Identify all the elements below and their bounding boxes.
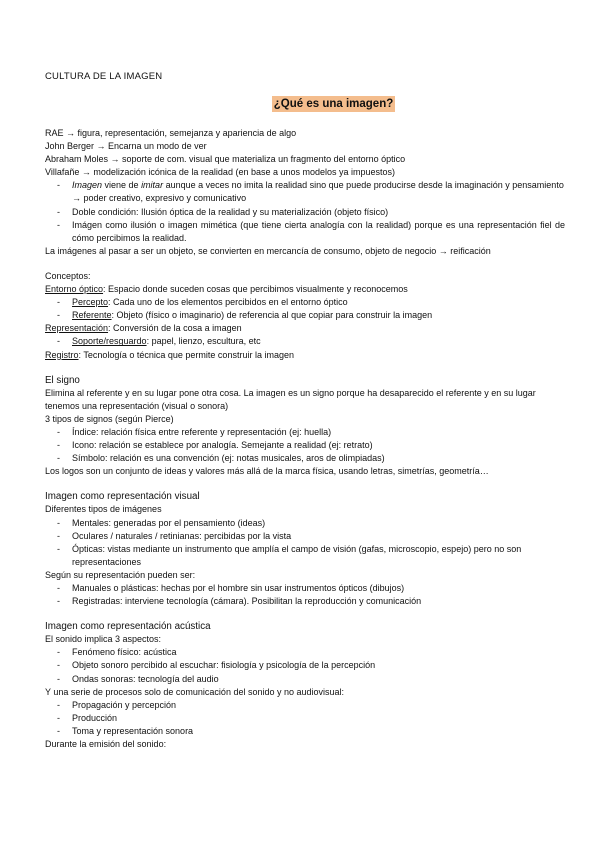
list-item: - Registradas: interviene tecnología (cámara). Posibilitan la reproducción y comunicación [45, 595, 565, 608]
list-item: - Oculares / naturales / retinianas: percibidas por la vista [45, 530, 565, 543]
bullet-dash: - [57, 517, 60, 528]
list-item: - Percepto: Cada uno de los elementos percibidos en el entorno óptico [45, 296, 565, 309]
list-item: - Imágen como ilusión o imagen mimética (que tiene cierta analogía con la realidad) porque es una representación fiel de cómo percibimos la realidad. [45, 219, 565, 245]
definition-villafane: Villafañe → modelización icónica de la realidad (en base a unos modelos ya impuestos) [45, 167, 396, 178]
bullet-dash: - [57, 583, 60, 593]
document-title: CULTURA DE LA IMAGEN [45, 71, 163, 82]
visual-subtitle: Diferentes tipos de imágenes [45, 504, 162, 515]
section-title-acustica: Imagen como representación acústica [45, 621, 211, 633]
bullet-dash: - [57, 725, 60, 736]
concept-entorno: Entorno óptico: Espacio donde suceden cosas que percibimos visualmente y reconocemos [45, 284, 408, 295]
bullet-dash: - [57, 530, 60, 541]
list-item: - Mentales: generadas por el pensamiento (ideas) [45, 517, 565, 530]
list-item: - Doble condición: Ilusión óptica de la realidad y su materialización (objeto físico) [45, 206, 565, 219]
definition-berger: John Berger → Encarna un modo de ver [45, 141, 207, 152]
list-item: - Toma y representación sonora [45, 725, 565, 738]
bullet-dash: - [57, 426, 60, 437]
document-body [45, 127, 565, 751]
list-item: - Ópticas: vistas mediante un instrumento que amplía el campo de visión (gafas, microscopio, espejo) pero no son representaciones [45, 543, 565, 569]
list-item: - Ondas sonoras: tecnología del audio [45, 673, 565, 686]
definition-rae: RAE → figura, representación, semejanza y apariencia de algo [45, 128, 297, 138]
bullet-dash: - [57, 647, 60, 658]
list-item: - Fenómeno físico: acústica [45, 646, 565, 659]
acustica-emision: Durante la emisión del sonido: [45, 739, 167, 750]
bullet-dash: - [57, 596, 60, 607]
bullet-dash: - [57, 297, 60, 308]
bullet-dash: - [57, 673, 60, 684]
bullet-dash: - [57, 206, 60, 217]
list-item: - Índice: relación física entre referente y representación (ej: huella) [45, 426, 565, 439]
concepts-title: Conceptos: [45, 270, 91, 281]
bullet-dash: - [57, 699, 60, 710]
list-item: - Propagación y percepción [45, 699, 565, 712]
list-item: - Objeto sonoro percibido al escuchar: fisiología y psicología de la percepción [45, 659, 565, 672]
bullet-dash: - [57, 660, 60, 671]
commodity-paragraph: La imágenes al pasar a ser un objeto, se convierten en mercancía de consumo, objeto de negocio → reificación [45, 245, 491, 256]
signo-paragraph: Elimina al referente y en su lugar pone otra cosa. La imagen es un signo porque ha desaparecido el referente y en su lugar tenemos una representación (visual o sonora) [45, 387, 536, 411]
bullet-dash: - [57, 543, 60, 554]
bullet-dash: - [57, 219, 60, 230]
highlighted-question: ¿Qué es una imagen? [273, 98, 394, 110]
acustica-subtitle: El sonido implica 3 aspectos: [45, 634, 162, 645]
list-item: - Imagen viene de imitar aunque a veces no imita la realidad sino que puede producirse desde la imaginación y pensamiento → poder creativo, expresivo y comunicativo [45, 179, 565, 205]
section-title-visual: Imagen como representación visual [45, 491, 200, 503]
list-item: - Producción [45, 712, 565, 725]
bullet-dash: - [57, 310, 60, 321]
list-item: - Símbolo: relación es una convención (ej: notas musicales, aros de olimpiadas) [45, 452, 565, 465]
logos-paragraph: Los logos son un conjunto de ideas y valores más allá de la marca física, usando letras, simetrías, geometría… [45, 466, 489, 477]
definition-moles: Abraham Moles → soporte de com. visual que materializa un fragmento del entorno óptico [45, 154, 406, 165]
concept-registro: Registro: Tecnología o técnica que permite construir la imagen [45, 349, 294, 360]
concept-representacion: Representación: Conversión de la cosa a imagen [45, 323, 242, 334]
bullet-dash: - [57, 440, 60, 451]
section-title-signo: El signo [45, 374, 80, 386]
list-item: - Manuales o plásticas: hechas por el hombre sin usar instrumentos ópticos (dibujos) [45, 582, 565, 595]
bullet-dash: - [57, 453, 60, 464]
visual-segun: Según su representación pueden ser: [45, 569, 196, 580]
bullet-dash: - [57, 336, 60, 347]
bullet-dash: - [57, 180, 60, 191]
signo-types: 3 tipos de signos (según Pierce) [45, 413, 174, 424]
list-item: - Soporte/resguardo: papel, lienzo, escultura, etc [45, 335, 565, 348]
acustica-procesos: Y una serie de procesos solo de comunicación del sonido y no audiovisual: [45, 686, 345, 697]
list-item: - Icono: relación se establece por analogía. Semejante a realidad (ej: retrato) [45, 439, 565, 452]
bullet-dash: - [57, 712, 60, 723]
list-item: - Referente: Objeto (físico o imaginario) de referencia al que copiar para construir la imagen [45, 309, 565, 322]
